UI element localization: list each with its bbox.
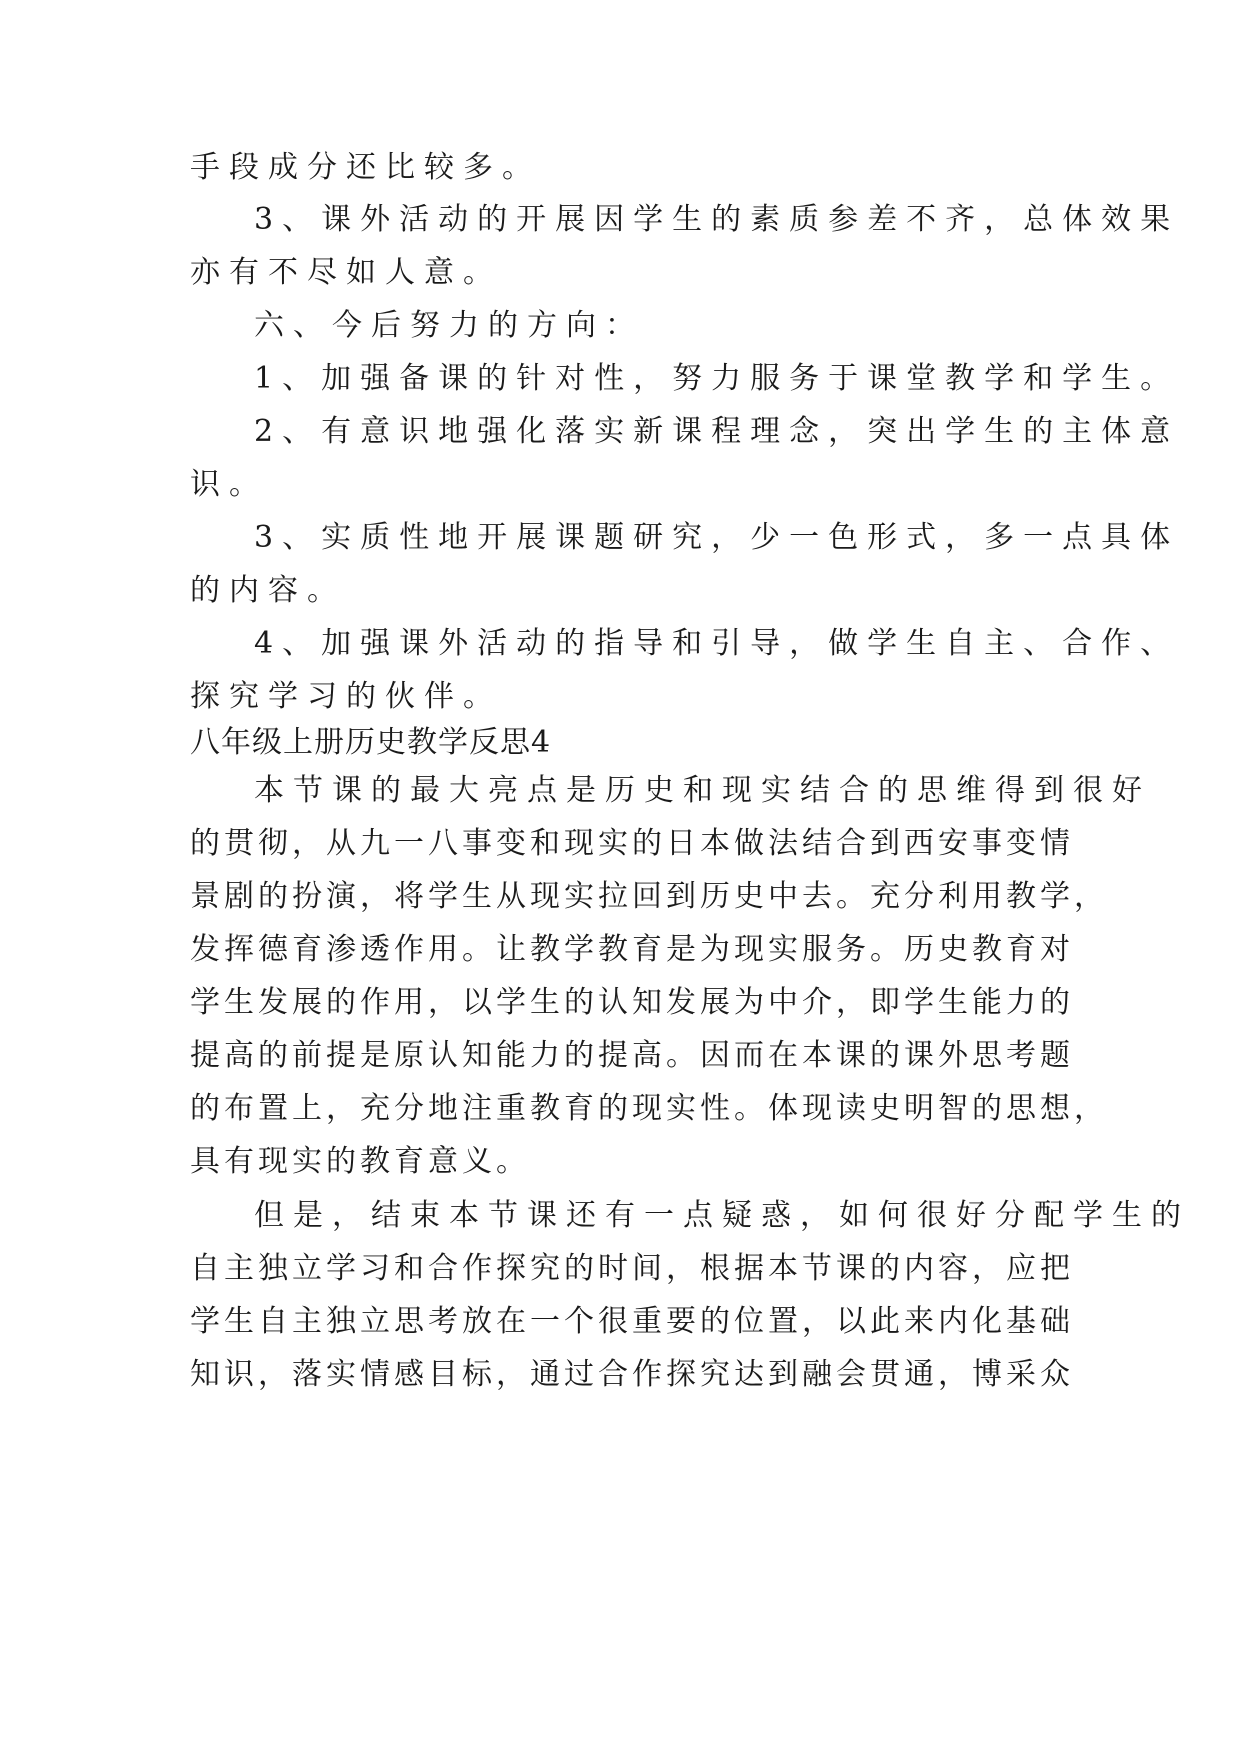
paragraph-line: 本节课的最大亮点是历史和现实结合的思维得到很好 (254, 773, 1151, 808)
paragraph-line: 但是，结束本节课还有一点疑惑，如何很好分配学生的 (254, 1198, 1190, 1233)
paragraph-line: 学生发展的作用，以学生的认知发展为中介，即学生能力的 (190, 985, 1074, 1020)
paragraph-line: 的贯彻，从九一八事变和现实的日本做法结合到西安事变情 (190, 826, 1074, 861)
section-heading: 六、今后努力的方向： (254, 308, 644, 343)
paragraph-line: 3、实质性地开展课题研究，少一色形式，多一点具体 (254, 520, 1180, 555)
paragraph-line: 1、加强备课的针对性，努力服务于课堂教学和学生。 (254, 361, 1180, 396)
paragraph-line: 手段成分还比较多。 (190, 150, 541, 185)
paragraph-line: 具有现实的教育意义。 (190, 1144, 530, 1179)
paragraph-line: 4、加强课外活动的指导和引导，做学生自主、合作、 (254, 626, 1180, 661)
paragraph-line: 的内容。 (190, 573, 346, 608)
paragraph-line: 3、课外活动的开展因学生的素质参差不齐，总体效果 (254, 202, 1180, 237)
paragraph-line: 学生自主独立思考放在一个很重要的位置，以此来内化基础 (190, 1304, 1074, 1339)
paragraph-line: 识。 (190, 467, 268, 502)
paragraph-line: 发挥德育渗透作用。让教学教育是为现实服务。历史教育对 (190, 932, 1074, 967)
paragraph-line: 景剧的扮演，将学生从现实拉回到历史中去。充分利用教学， (190, 879, 1108, 914)
paragraph-line: 探究学习的伙伴。 (190, 679, 502, 714)
paragraph-line: 知识，落实情感目标，通过合作探究达到融会贯通，博采众 (190, 1357, 1074, 1392)
paragraph-line: 提高的前提是原认知能力的提高。因而在本课的课外思考题 (190, 1038, 1074, 1073)
paragraph-line: 亦有不尽如人意。 (190, 255, 502, 290)
paragraph-line: 2、有意识地强化落实新课程理念，突出学生的主体意 (254, 414, 1180, 449)
paragraph-line: 的布置上，充分地注重教育的现实性。体现读史明智的思想， (190, 1091, 1108, 1126)
paragraph-line: 自主独立学习和合作探究的时间，根据本节课的内容，应把 (190, 1251, 1074, 1286)
article-title: 八年级上册历史教学反思4 (190, 725, 552, 760)
